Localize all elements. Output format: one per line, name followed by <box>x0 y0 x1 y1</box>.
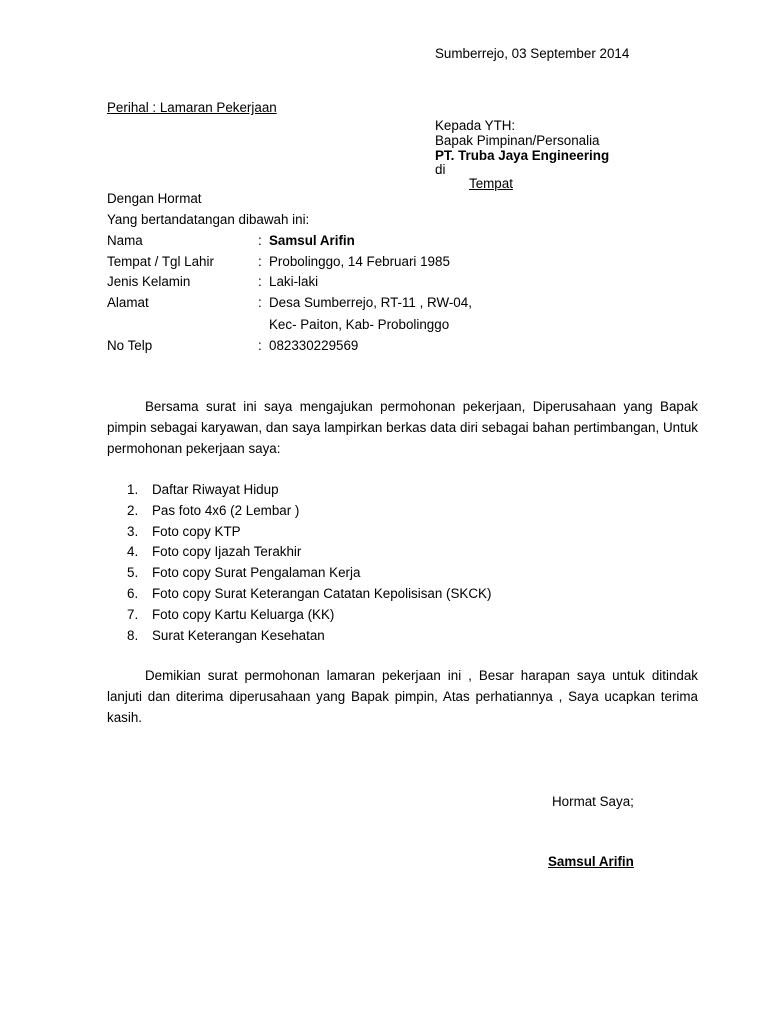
list-text: Foto copy KTP <box>152 523 241 539</box>
field-colon: : <box>258 233 262 248</box>
field-no-telp <box>107 336 707 357</box>
date-line: Sumberrejo, 03 September 2014 <box>435 46 630 61</box>
list-number: 2. <box>127 502 139 518</box>
field-label: No Telp <box>107 338 153 353</box>
field-colon: : <box>258 295 262 310</box>
list-text: Daftar Riwayat Hidup <box>152 482 279 497</box>
field-value: 082330229569 <box>269 338 359 353</box>
field-label: Nama <box>107 233 143 248</box>
greeting: Dengan Hormat <box>107 191 202 206</box>
field-value: Laki-laki <box>269 274 319 289</box>
field-nama <box>107 231 707 252</box>
subject-line: Perihal : Lamaran Pekerjaan <box>107 100 277 115</box>
signature-name: Samsul Arifin <box>548 854 634 869</box>
field-alamat <box>107 293 707 337</box>
list-number: 8. <box>127 627 139 643</box>
field-tempat-tgl-lahir <box>107 252 707 273</box>
list-text: Foto copy Surat Keterangan Catatan Kepolisisan (SKCK) <box>152 585 492 601</box>
recipient-place: Tempat <box>469 176 513 191</box>
list-text: Foto copy Ijazah Terakhir <box>152 544 302 560</box>
list-number: 6. <box>127 585 139 601</box>
field-label: Tempat / Tgl Lahir <box>107 254 214 269</box>
list-number: 1. <box>127 482 139 497</box>
intro-line: Yang bertandatangan dibawah ini: <box>107 212 310 227</box>
list-number: 7. <box>127 606 139 622</box>
field-value-line-2: Kec- Paiton, Kab- Probolinggo <box>269 317 450 332</box>
field-value: Probolinggo, 14 Februari 1985 <box>269 254 450 269</box>
recipient-line-4: di <box>435 162 446 177</box>
recipient-line-1: Kepada YTH: <box>435 118 516 133</box>
list-text: Surat Keterangan Kesehatan <box>152 627 325 643</box>
recipient-company: PT. Truba Jaya Engineering <box>435 148 610 163</box>
list-number: 5. <box>127 565 139 581</box>
list-text: Pas foto 4x6 (2 Lembar ) <box>152 502 300 518</box>
list-text: Foto copy Surat Pengalaman Kerja <box>152 565 361 581</box>
field-label: Jenis Kelamin <box>107 274 191 289</box>
field-value: Desa Sumberrejo, RT-11 , RW-04, <box>269 295 472 310</box>
list-text: Foto copy Kartu Keluarga (KK) <box>152 606 335 622</box>
field-colon: : <box>258 254 262 269</box>
closing-paragraph: Demikian surat permohonan lamaran pekerjaan ini , Besar harapan saya untuk ditindak lanjuti dan diterima diperusahaan yang Bapak pimpin, Atas perhatiannya , Saya ucapkan terima kasih. <box>107 668 698 725</box>
field-jenis-kelamin <box>107 272 707 293</box>
field-colon: : <box>258 274 262 289</box>
recipient-line-2: Bapak Pimpinan/Personalia <box>435 133 600 148</box>
field-label: Alamat <box>107 295 149 310</box>
list-number: 3. <box>127 523 139 539</box>
field-colon: : <box>258 338 262 353</box>
signoff: Hormat Saya; <box>552 794 634 809</box>
list-number: 4. <box>127 544 139 560</box>
field-value: Samsul Arifin <box>269 233 355 248</box>
body-paragraph: Bersama surat ini saya mengajukan permohonan pekerjaan, Diperusahaan yang Bapak pimpin sebagai karyawan, dan saya lampirkan berkas data diri sebagai bahan pertimbangan, Untuk permohonan pekerjaan saya: <box>107 399 698 456</box>
